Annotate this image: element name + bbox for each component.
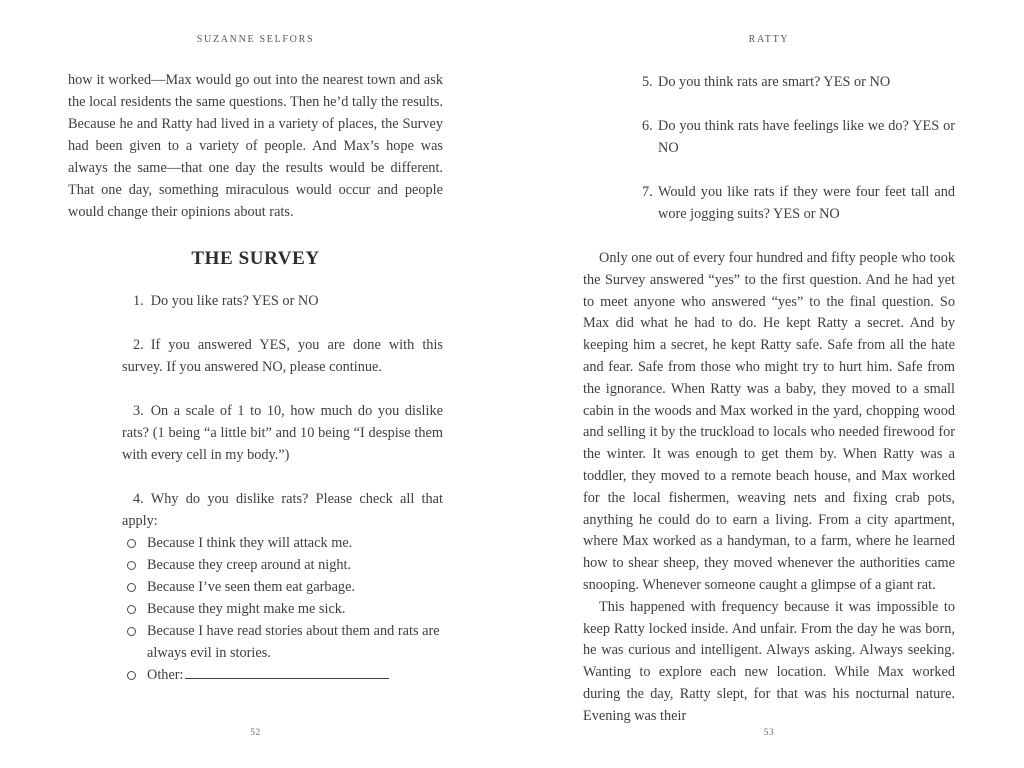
checkbox-circle-icon	[127, 561, 136, 570]
checklist-item-label: Because they might make me sick.	[147, 601, 346, 617]
checkbox-circle-icon	[127, 627, 136, 636]
checklist-item-label: Other:	[147, 667, 184, 683]
question-text: Would you like rats if they were four feet tall and wore jogging suits? YES or NO	[658, 184, 955, 222]
body-paragraph: This happened with frequency because it was impossible to keep Ratty locked inside. And unfair. From the day he was born, he was curious and intelligent. Always asking. Always seeking. Wanting to explore each new location. While Max worked during the day, Ratty slept, for that was his nocturnal nature. Evening was their	[583, 598, 955, 724]
fill-in-blank-line	[185, 665, 389, 679]
question-number: 7.	[642, 184, 653, 200]
survey-question-1	[68, 290, 443, 312]
question-text: Do you think rats have feelings like we do? YES or NO	[658, 118, 955, 156]
survey-question-5	[583, 71, 955, 93]
checkbox-circle-icon	[127, 605, 136, 614]
checkbox-circle-icon	[127, 671, 136, 680]
running-header-author: SUZANNE SELFORS	[196, 34, 315, 45]
section-title: THE SURVEY	[191, 248, 320, 269]
checkbox-circle-icon	[127, 539, 136, 548]
page-left	[68, 0, 443, 768]
question-number: 5.	[642, 74, 653, 90]
question-number: 3.	[133, 403, 144, 419]
question-text: Do you think rats are smart? YES or NO	[658, 74, 891, 90]
question-text: If you answered YES, you are done with this survey. If you answered NO, please continue.	[122, 337, 443, 375]
checklist-item	[68, 532, 443, 554]
question-number: 4.	[133, 491, 144, 507]
checklist-item	[68, 620, 443, 664]
body-paragraph: Only one out of every four hundred and fifty people who took the Survey answered “yes” to the first question. And he had yet to meet anyone who answered “yes” to the final question. So Max did what he had to do. He kept Ratty a secret. And by keeping him a secret, he kept Ratty safe. Safe from all the hate and fear. Safe from those who might try to hurt him. Safe from the ignorance. When Ratty was a baby, they moved to a small cabin in the woods and Max worked in the yard, chopping wood and selling it by the truckload to locals who needed firewood for the winter. It was enough to get them by. When Ratty was a toddler, they moved to a remote beach house, and Max worked for the local fishermen, weaving nets and fixing crab pots, anything he could do to earn a living. From a city apartment, where Max worked as a handyman, to a farm, where he learned how to shear sheep, they moved whenever the authorities came snooping. Whenever someone caught a glimpse of a giant rat.	[583, 250, 955, 593]
question-text: On a scale of 1 to 10, how much do you dislike rats? (1 being “a little bit” and 10 being “I despise them with every cell in my body.”)	[122, 403, 443, 463]
checklist-item	[68, 554, 443, 576]
question-number: 1.	[133, 293, 144, 309]
survey-question-6	[583, 115, 955, 159]
checklist-item-label: Because I have read stories about them and rats are always evil in stories.	[147, 623, 440, 661]
checklist	[68, 532, 443, 686]
checklist-item	[68, 576, 443, 598]
body-paragraph: how it worked—Max would go out into the nearest town and ask the local residents the same questions. Then he’d tally the results. Because he and Ratty had lived in a variety of places, the Survey had been given to a variety of people. And Max’s hope was always the same—that one day the results would be different. That one day, something miraculous would occur and people would change their opinions about rats.	[68, 72, 443, 220]
question-text: Why do you dislike rats? Please check all that apply:	[122, 491, 443, 529]
survey-question-4	[68, 488, 443, 532]
running-header-title: RATTY	[748, 34, 790, 45]
survey-question-3	[68, 400, 443, 466]
checklist-item-other	[68, 664, 443, 686]
page-right	[583, 0, 955, 768]
question-number: 2.	[133, 337, 144, 353]
checkbox-circle-icon	[127, 583, 136, 592]
survey-question-7	[583, 181, 955, 225]
question-number: 6.	[642, 118, 653, 134]
checklist-item-label: Because they creep around at night.	[147, 557, 352, 573]
survey-question-2	[68, 334, 443, 378]
checklist-item	[68, 598, 443, 620]
checklist-item-label: Because I think they will attack me.	[147, 535, 353, 551]
question-text: Do you like rats? YES or NO	[150, 293, 319, 309]
page-number: 53	[763, 728, 775, 738]
page-number: 52	[250, 728, 261, 738]
checklist-item-label: Because I’ve seen them eat garbage.	[147, 579, 355, 595]
